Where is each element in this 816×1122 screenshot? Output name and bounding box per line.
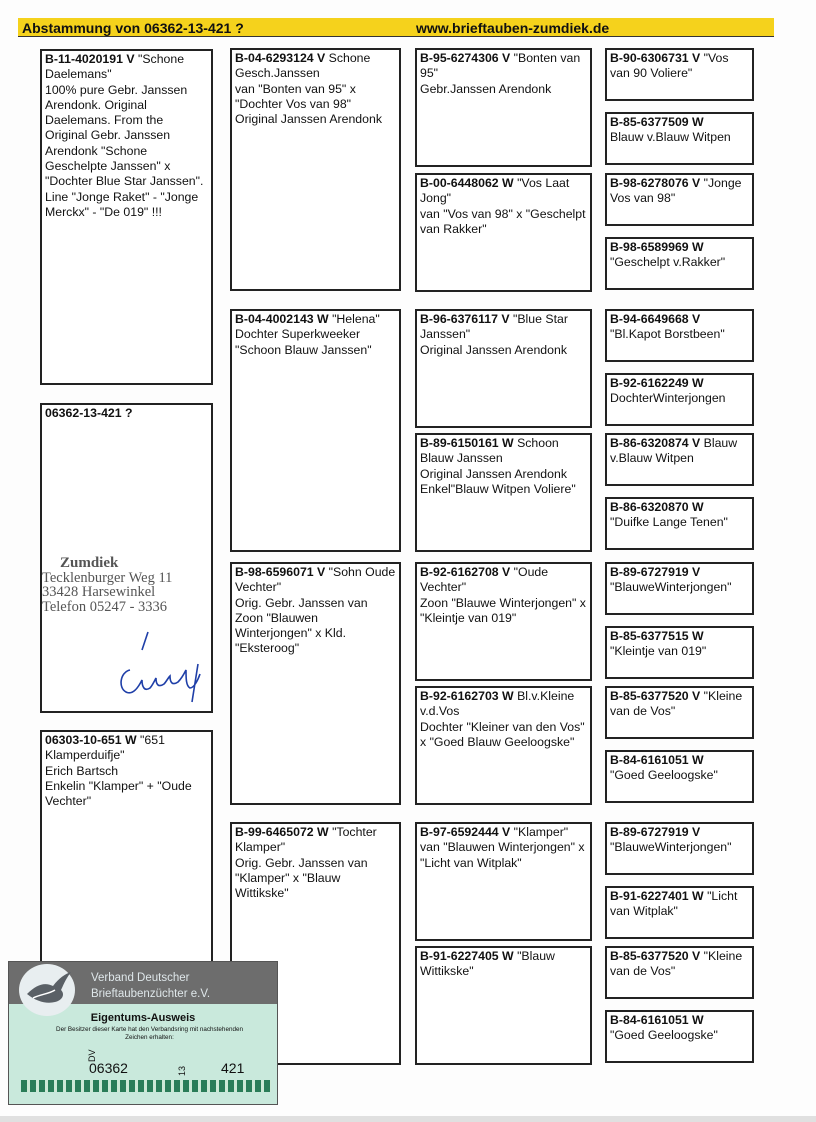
pedigree-box-sire	[40, 49, 213, 385]
ring-id: B-11-4020191 V	[45, 52, 138, 66]
pigeon-name: "Blauw Wittikske"	[420, 949, 555, 979]
pedigree-box-sdd	[415, 433, 592, 552]
stamp-phone: Telefon 05247 - 3336	[42, 598, 168, 615]
ring-id: B-84-6161051 W	[610, 753, 704, 767]
ring-id: B-98-6589969 W	[610, 240, 704, 254]
signature	[112, 630, 204, 708]
pigeon-name: "Duifke Lange Tenen"	[610, 515, 728, 530]
ring-id: B-95-6274306 V	[420, 51, 514, 65]
ring-id: B-94-6649668 V	[610, 312, 701, 326]
ring-id: B-96-6376117 V	[420, 312, 513, 326]
ring-id: B-85-6377520 V	[610, 949, 704, 963]
pigeon-name: "Vos van 90 Voliere"	[610, 51, 729, 81]
pigeon-info: Gebr.Janssen Arendonk	[420, 81, 552, 96]
card-dv-label: DV	[87, 1049, 97, 1062]
pedigree-box-g10	[605, 626, 754, 679]
pedigree-box-g8	[605, 497, 754, 550]
breeder-stamp	[42, 556, 172, 614]
pigeon-info: van "Blauwen Winterjongen" x "Licht van Witplak"	[420, 840, 585, 870]
pigeon-name: "Sohn Oude Vechter"	[235, 565, 396, 595]
pigeon-breeder: Erich Bartsch	[45, 763, 119, 778]
ring-id: B-84-6161051 W	[610, 1013, 704, 1027]
pedigree-box-g2	[605, 112, 754, 165]
website-link[interactable]: www.brieftauben-zumdiek.de	[416, 20, 610, 36]
pedigree-box-ssd	[415, 173, 592, 292]
pedigree-box-g4	[605, 237, 754, 290]
ring-id: B-85-6377509 W	[610, 115, 704, 129]
pedigree-box-g7	[605, 433, 754, 486]
ring-id: B-97-6592444 V	[420, 825, 514, 839]
pigeon-info: Zoon "Blauwe Winterjongen" x "Kleintje van 019"	[420, 595, 586, 625]
pedigree-box-g14	[605, 886, 754, 939]
card-ring-number: 06362	[89, 1060, 128, 1076]
ring-id: B-86-6320870 W	[610, 500, 704, 514]
pedigree-box-ss	[230, 48, 401, 291]
ring-id: B-85-6377520 V	[610, 689, 704, 703]
pedigree-box-sd	[230, 309, 401, 552]
pigeon-name: "BlauweWinterjongen"	[610, 580, 732, 595]
ring-id: B-85-6377515 W	[610, 629, 704, 643]
pigeon-name: "Kleine van de Vos"	[610, 689, 743, 719]
pigeon-info: van "Vos van 98" x "Geschelpt van Rakker"	[420, 206, 586, 236]
pigeon-info: Orig. Gebr. Janssen van "Klamper" x "Blauw Wittikske"	[235, 855, 368, 901]
pigeon-info: Enkel"Blauw Witpen Voliere"	[420, 481, 576, 496]
ring-id: B-89-6727919 V	[610, 565, 701, 579]
pigeon-info: 100% pure Gebr. Janssen Arendonk. Original Daelemans. From the Original Gebr. Janssen Arendonk "Schone Geschelpte Janssen" x "Dochter Blue Star Janssen". Line "Jonge Raket" - "Jonge Merckx" - "De 019" !!!	[45, 82, 204, 219]
pedigree-box-g16	[605, 1010, 754, 1063]
pigeon-info: Original Janssen Arendonk	[235, 112, 382, 127]
stamp-city: 33428 Harsewinkel	[42, 584, 156, 600]
dove-logo-icon	[19, 964, 75, 1016]
pigeon-name: "BlauweWinterjongen"	[610, 840, 732, 855]
pedigree-box-ddd	[415, 946, 592, 1065]
pigeon-name: "Geschelpt v.Rakker"	[610, 255, 726, 270]
ring-id: 06303-10-651 W	[45, 733, 141, 747]
pedigree-box-sds	[415, 309, 592, 428]
ring-id: B-99-6465072 W	[235, 825, 333, 839]
pigeon-name: "Bonten van 95"	[420, 51, 581, 81]
pigeon-name: "Vos Laat Jong"	[420, 176, 570, 206]
pigeon-name: "Goed Geeloogske"	[610, 1028, 718, 1043]
pigeon-name: "Kleintje van 019"	[610, 644, 707, 659]
scan-edge	[0, 1116, 816, 1122]
ring-id: B-91-6227405 W	[420, 949, 518, 963]
pedigree-box-ds	[230, 562, 401, 805]
pedigree-box-g1	[605, 48, 754, 101]
ring-id: B-98-6278076 V	[610, 176, 704, 190]
pigeon-name: "651 Klamperduifje"	[45, 733, 165, 763]
pigeon-info: Original Janssen Arendonk	[420, 466, 567, 481]
pigeon-name: "Schone Daelemans"	[45, 52, 185, 82]
ring-id: B-92-6162703 W	[420, 689, 518, 703]
pigeon-name: "Blue Star Janssen"	[420, 312, 568, 342]
pedigree-box-g5	[605, 309, 754, 362]
pigeon-name: Blauw v.Blauw Witpen	[610, 436, 738, 466]
pigeon-info: Enkelin "Klamper" + "Oude Vechter"	[45, 778, 192, 809]
pigeon-info: Dochter Superkweeker "Schoon Blauw Janssen"	[235, 327, 372, 357]
pigeon-name: "Tochter Klamper"	[235, 825, 377, 855]
pigeon-name: Bl.v.Kleine v.d.Vos	[420, 689, 575, 719]
pigeon-info: Orig. Gebr. Janssen van Zoon "Blauwen Winterjongen" x Kld. "Eksteroog"	[235, 595, 368, 656]
pigeon-info: Original Janssen Arendonk	[420, 342, 567, 357]
pigeon-name: "Oude Vechter"	[420, 565, 549, 595]
card-subtitle: Der Besitzer dieser Karte hat den Verbandsring mit nachstehenden Zeichen erhalten:	[56, 1026, 243, 1041]
card-ring-year: 13	[177, 1065, 188, 1077]
pedigree-box-sss	[415, 48, 592, 167]
pigeon-name: "Bl.Kapot Borstbeen"	[610, 327, 725, 342]
pigeon-name: DochterWinterjongen	[610, 391, 726, 406]
pedigree-box-g3	[605, 173, 754, 226]
pedigree-box-dss	[415, 562, 592, 681]
pigeon-name: "Kleine van de Vos"	[610, 949, 743, 979]
pigeon-name: "Klamper"	[513, 825, 569, 839]
pedigree-box-dds	[415, 822, 592, 941]
card-ring-id: 421	[221, 1060, 245, 1076]
pigeon-info: van "Bonten van 95" x "Dochter Vos van 98"	[235, 81, 356, 111]
ring-id: B-92-6162708 V	[420, 565, 514, 579]
ring-id: B-92-6162249 W	[610, 376, 704, 390]
ring-id: B-89-6150161 W	[420, 436, 518, 450]
pedigree-box-g13	[605, 822, 754, 875]
stamp-name: Zumdiek	[60, 555, 119, 571]
pedigree-title: Abstammung von 06362-13-421 ?	[22, 20, 244, 36]
pigeon-name: "Jonge Vos van 98"	[610, 176, 742, 206]
pedigree-box-g6	[605, 373, 754, 426]
pigeon-name: Schoon Blauw Janssen	[420, 436, 559, 466]
pigeon-info: Dochter "Kleiner van den Vos" x "Goed Blauw Geeloogske"	[420, 719, 585, 749]
ownership-card	[8, 961, 278, 1105]
ring-id: B-89-6727919 V	[610, 825, 701, 839]
ring-id: B-00-6448062 W	[420, 176, 518, 190]
ring-id: B-04-4002143 W	[235, 312, 333, 326]
pigeon-name: Schone Gesch.Janssen	[235, 51, 371, 81]
page-header	[18, 18, 774, 36]
pedigree-box-g11	[605, 686, 754, 739]
ring-id: 06362-13-421 ?	[45, 406, 133, 420]
stamp-street: Tecklenburger Weg 11	[42, 569, 173, 586]
pedigree-box-g15	[605, 946, 754, 999]
pigeon-name: "Helena"	[332, 312, 380, 326]
card-title: Eigentums-Ausweis	[90, 1012, 196, 1024]
pigeon-name: "Licht van Witplak"	[610, 889, 738, 919]
card-org-line2: Brieftaubenzüchter e.V.	[91, 988, 211, 1000]
ring-id: B-86-6320874 V	[610, 436, 704, 450]
pedigree-box-dsd	[415, 686, 592, 805]
pigeon-name: Blauw v.Blauw Witpen	[610, 130, 731, 145]
pigeon-name: "Goed Geeloogske"	[610, 768, 718, 783]
ring-id: B-91-6227401 W	[610, 889, 708, 903]
pedigree-box-dam	[40, 730, 213, 970]
ring-id: B-90-6306731 V	[610, 51, 704, 65]
pedigree-box-g12	[605, 750, 754, 803]
ring-id: B-98-6596071 V	[235, 565, 329, 579]
card-org-line1: Verband Deutscher	[91, 972, 190, 984]
card-pattern-band	[21, 1080, 271, 1092]
pedigree-box-g9	[605, 562, 754, 615]
ring-id: B-04-6293124 V	[235, 51, 329, 65]
